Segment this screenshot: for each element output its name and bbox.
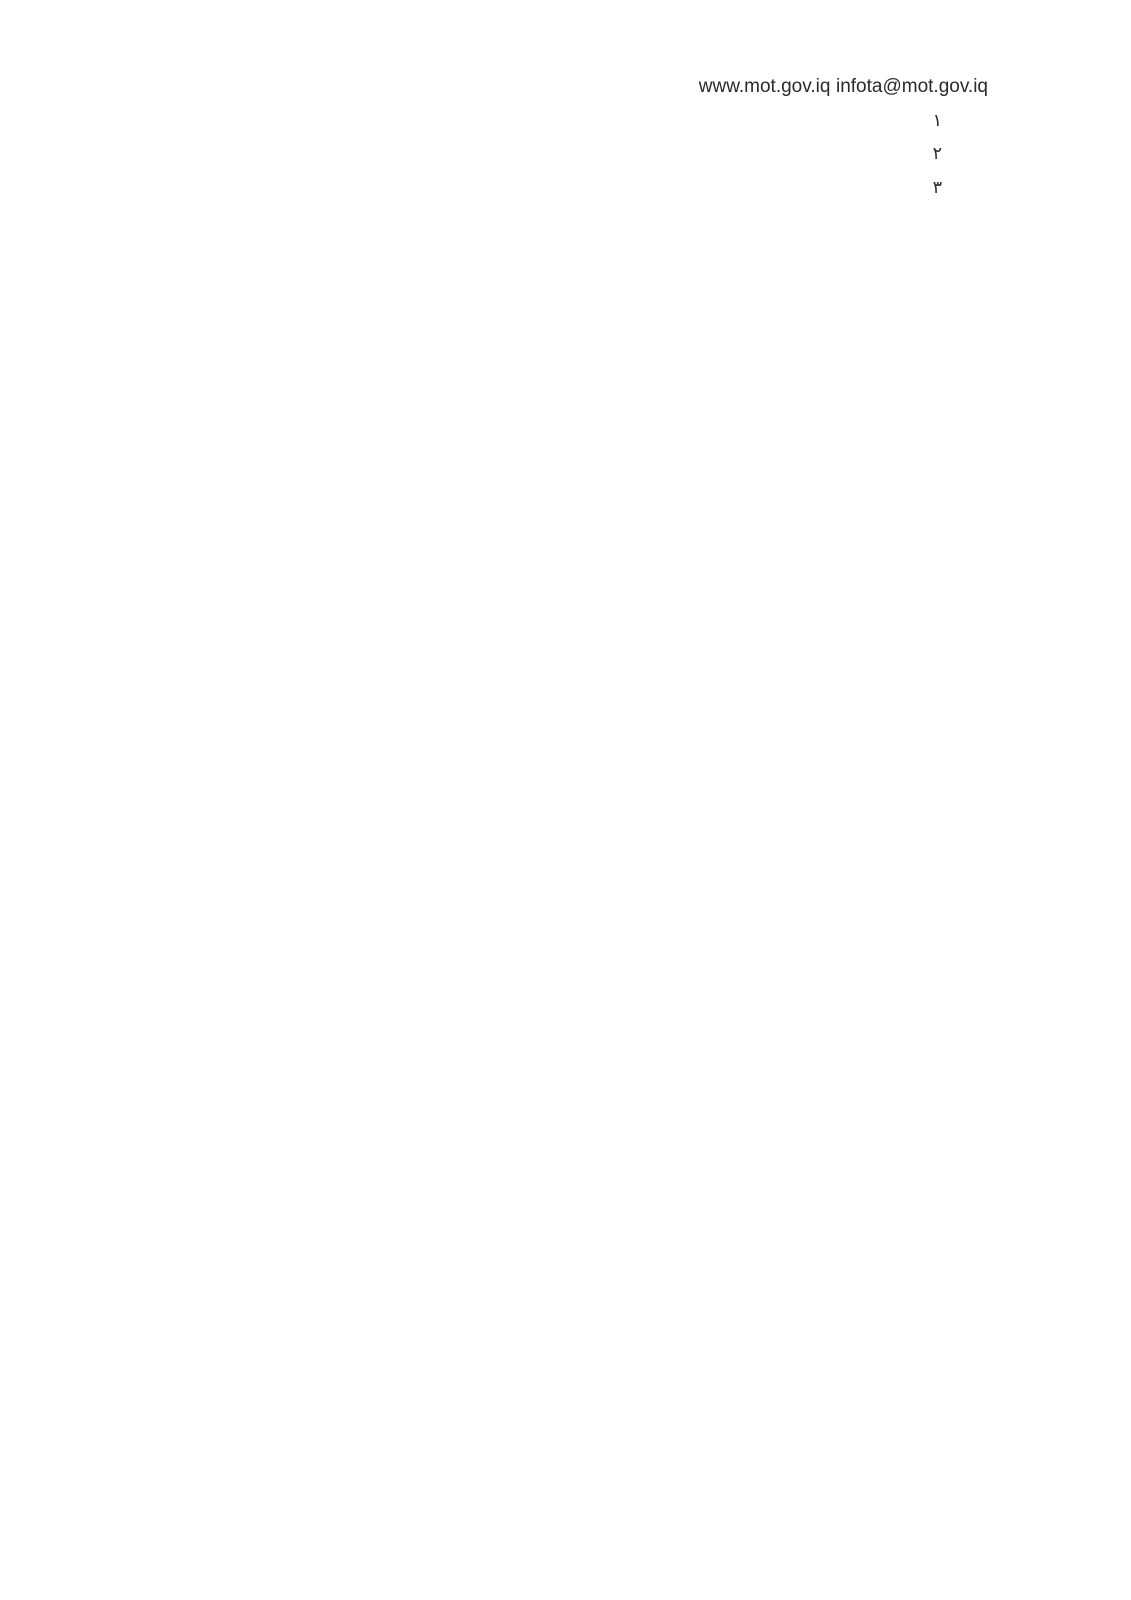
announcement-paragraph (178, 70, 988, 105)
list-item-number: ٢ (932, 144, 942, 164)
list-item (178, 138, 988, 172)
list-item (178, 105, 988, 139)
exceptions-list (178, 105, 988, 206)
document-body (178, 70, 988, 205)
list-item-number: ٣ (932, 177, 942, 198)
list-item (178, 172, 988, 206)
website-link[interactable]: www.mot.gov.iq (698, 76, 831, 97)
email-link[interactable]: infota@mot.gov.iq (835, 76, 988, 97)
list-item-number: ١ (932, 110, 942, 131)
